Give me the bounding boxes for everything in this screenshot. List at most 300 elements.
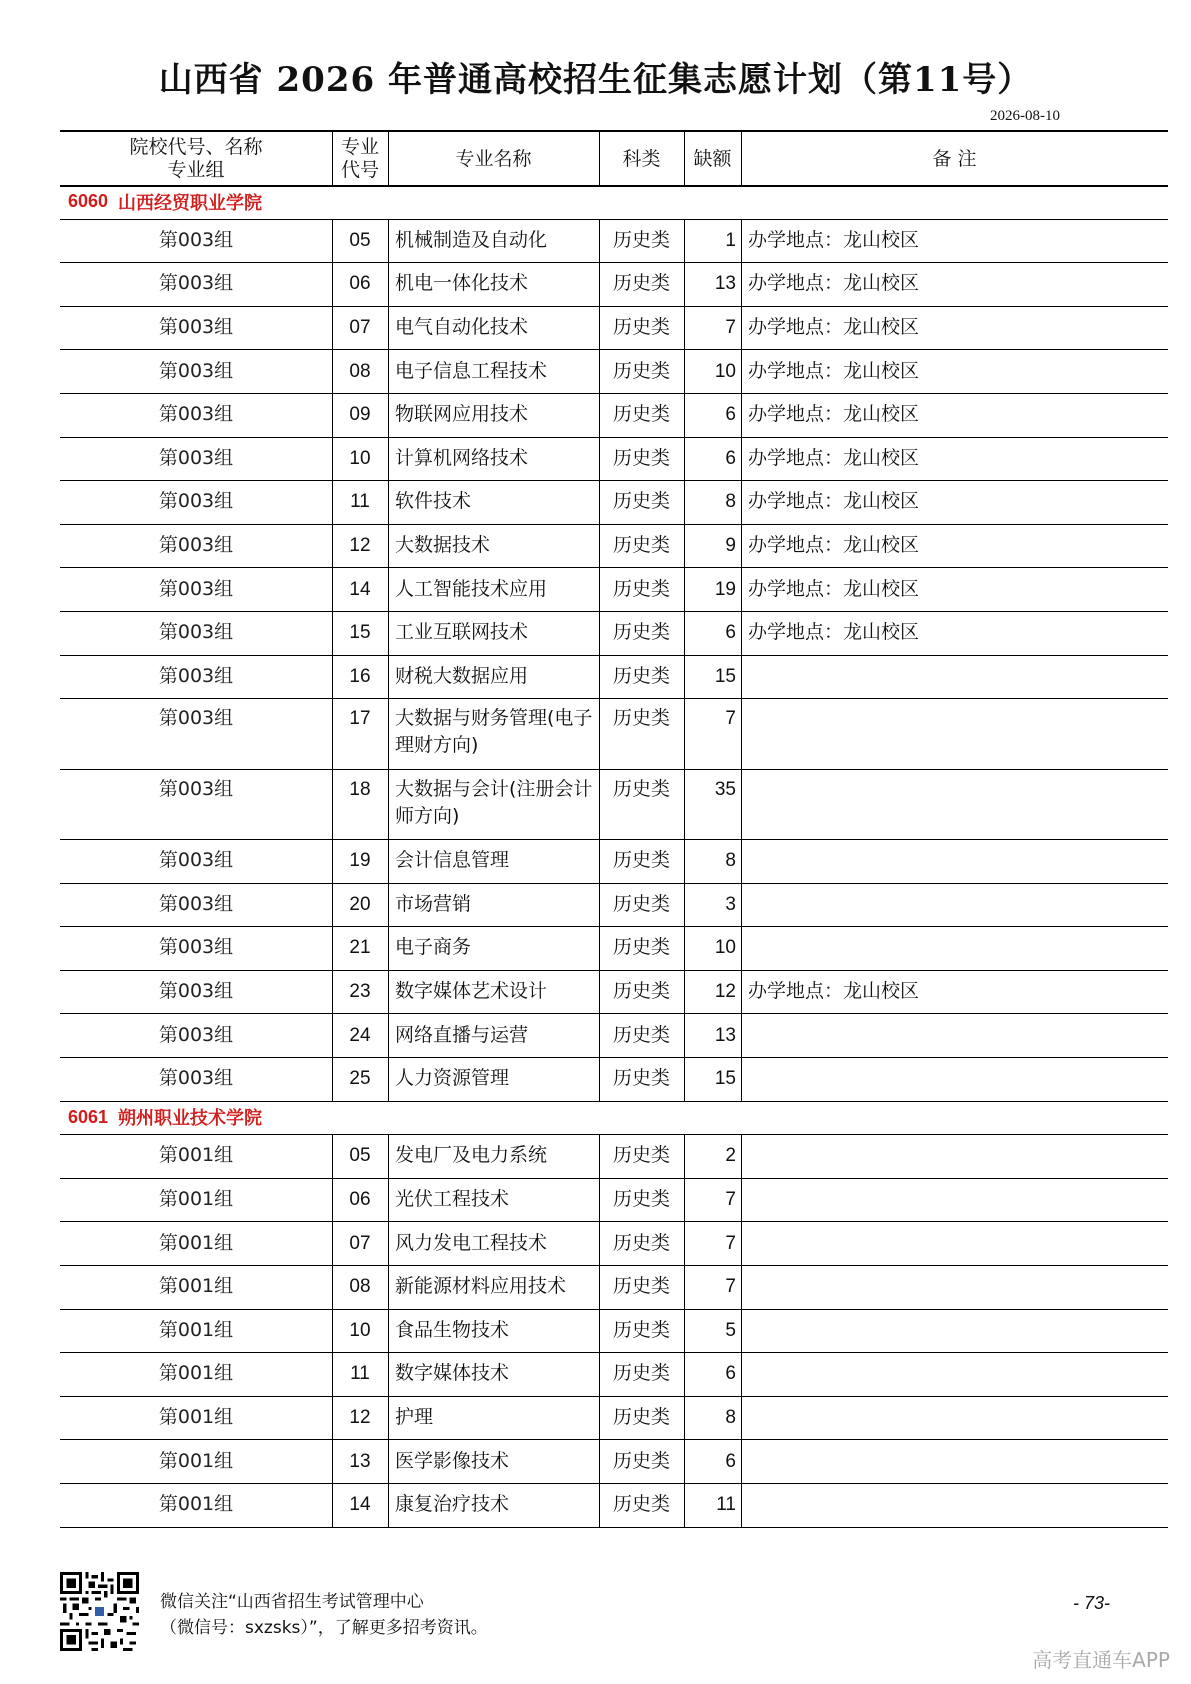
note-cell: 办学地点：龙山校区 — [748, 490, 920, 513]
institution-title-row — [68, 1101, 262, 1135]
major-name-cell: 新能源材料应用技术 — [395, 1275, 567, 1298]
column-rule — [599, 1309, 600, 1353]
column-rule — [599, 883, 600, 927]
quota-cell: 7 — [725, 708, 736, 730]
major-name-cell: 电子信息工程技术 — [395, 359, 548, 382]
quota-cell: 6 — [725, 622, 736, 644]
column-rule — [388, 1396, 389, 1440]
footer-line-2: （微信号：sxzsks）”，了解更多招考资讯。 — [160, 1618, 488, 1638]
quota-cell: 13 — [714, 1024, 736, 1046]
page-title: 山西省 2026 年普通高校招生征集志愿计划（第11号） — [158, 60, 1033, 100]
major-code-cell: 11 — [350, 1363, 370, 1385]
column-rule — [332, 970, 333, 1014]
header-major-code — [332, 132, 388, 186]
major-name-cell: 风力发电工程技术 — [395, 1231, 548, 1254]
major-name-cell: 网络直播与运营 — [395, 1023, 529, 1046]
note-cell — [741, 926, 1168, 970]
publish-date: 2026-08-10 — [990, 108, 1060, 124]
note-cell — [741, 1396, 1168, 1440]
subject-cell: 历史类 — [612, 1023, 670, 1046]
major-name-cell: 大数据技术 — [395, 534, 491, 557]
major-code-cell: 07 — [349, 317, 371, 339]
major-code-cell: 06 — [349, 273, 371, 295]
column-rule — [599, 1221, 600, 1265]
major-name-cell: 食品生物技术 — [395, 1318, 510, 1341]
major-code-cell: 12 — [349, 1407, 371, 1429]
column-rule — [388, 393, 389, 437]
group-cell: 第003组 — [158, 707, 234, 730]
note-cell — [741, 1057, 1168, 1101]
group-cell: 第003组 — [158, 316, 234, 339]
column-rule — [599, 1013, 600, 1057]
column-rule — [599, 1178, 600, 1222]
quota-cell: 7 — [725, 1232, 736, 1254]
column-rule — [599, 1057, 600, 1101]
column-rule — [684, 349, 685, 393]
major-name-cell: 数字媒体技术 — [395, 1362, 510, 1385]
group-cell: 第001组 — [158, 1275, 234, 1298]
subject-cell: 历史类 — [612, 446, 670, 469]
column-rule — [599, 839, 600, 883]
major-code-cell: 17 — [349, 708, 371, 730]
column-rule — [332, 1309, 333, 1353]
column-rule — [741, 1439, 742, 1483]
header-group — [60, 132, 332, 186]
column-rule — [332, 839, 333, 883]
note-cell: 办学地点：龙山校区 — [748, 403, 920, 426]
column-rule — [599, 769, 600, 839]
group-cell: 第003组 — [158, 577, 234, 600]
group-cell: 第001组 — [158, 1188, 234, 1211]
note-cell — [741, 883, 1168, 927]
column-rule — [684, 769, 685, 839]
column-rule — [332, 1439, 333, 1483]
column-rule — [684, 1439, 685, 1483]
header-major-code-line2: 代号 — [340, 159, 379, 181]
group-cell: 第001组 — [158, 1406, 234, 1429]
group-cell: 第003组 — [158, 534, 234, 557]
column-rule — [741, 1057, 742, 1101]
note-cell: 办学地点：龙山校区 — [748, 534, 920, 557]
note-cell — [741, 1178, 1168, 1222]
column-rule — [599, 262, 600, 306]
app-watermark: 高考直通车APP — [1032, 1648, 1170, 1672]
column-rule — [388, 131, 389, 185]
quota-cell: 12 — [714, 981, 736, 1003]
column-rule — [599, 480, 600, 524]
column-rule — [684, 1309, 685, 1353]
note-cell — [741, 769, 1168, 839]
header-quota: 缺额 — [693, 147, 732, 170]
institution-code: 6061 — [68, 1106, 109, 1127]
quota-cell: 7 — [725, 1276, 736, 1298]
qr-code-icon — [60, 1572, 139, 1651]
column-rule — [741, 480, 742, 524]
column-rule — [741, 1265, 742, 1309]
column-rule — [332, 1352, 333, 1396]
group-cell: 第001组 — [158, 1493, 234, 1516]
column-rule — [684, 480, 685, 524]
column-rule — [684, 524, 685, 568]
column-rule — [388, 769, 389, 839]
major-name-cell: 数字媒体艺术设计 — [395, 980, 548, 1003]
column-rule — [332, 769, 333, 839]
major-name-cell: 物联网应用技术 — [395, 403, 529, 426]
column-rule — [741, 1221, 742, 1265]
column-rule — [684, 262, 685, 306]
group-cell: 第003组 — [158, 359, 234, 382]
column-rule — [388, 306, 389, 350]
note-cell — [741, 1265, 1168, 1309]
column-rule — [599, 611, 600, 655]
column-rule — [599, 1483, 600, 1527]
group-cell: 第001组 — [158, 1449, 234, 1472]
column-rule — [741, 1178, 742, 1222]
major-code-cell: 11 — [350, 491, 370, 513]
column-rule — [741, 219, 742, 263]
quota-cell: 8 — [725, 491, 736, 513]
quota-cell: 2 — [725, 1145, 736, 1167]
quota-cell: 15 — [714, 665, 736, 687]
major-code-cell: 05 — [349, 229, 371, 251]
column-rule — [599, 131, 600, 185]
column-rule — [332, 1057, 333, 1101]
column-rule — [684, 1134, 685, 1178]
major-name-cell: 电子商务 — [395, 936, 472, 959]
column-rule — [388, 611, 389, 655]
subject-cell: 历史类 — [612, 1275, 670, 1298]
column-rule — [741, 1352, 742, 1396]
institution-title-row — [68, 185, 262, 219]
institution-name: 山西经贸职业学院 — [118, 192, 263, 214]
major-code-cell: 10 — [349, 1319, 371, 1341]
column-rule — [684, 567, 685, 611]
column-rule — [332, 1013, 333, 1057]
column-rule — [388, 1309, 389, 1353]
note-cell — [741, 1309, 1168, 1353]
page-number: - 73- — [1072, 1593, 1110, 1613]
column-rule — [332, 262, 333, 306]
major-code-cell: 16 — [349, 665, 371, 687]
note-cell — [741, 655, 1168, 699]
major-code-cell: 20 — [349, 893, 371, 915]
major-code-cell: 08 — [349, 1276, 371, 1298]
quota-cell: 19 — [714, 578, 736, 600]
quota-cell: 6 — [725, 1450, 736, 1472]
column-rule — [741, 1309, 742, 1353]
row-rule — [60, 1527, 1168, 1528]
subject-cell: 历史类 — [612, 490, 670, 513]
major-code-cell: 10 — [349, 447, 371, 469]
quota-cell: 6 — [725, 447, 736, 469]
column-rule — [388, 926, 389, 970]
column-rule — [388, 970, 389, 1014]
subject-cell: 历史类 — [612, 1318, 670, 1341]
major-name-cell: 康复治疗技术 — [395, 1493, 510, 1516]
subject-cell: 历史类 — [612, 272, 670, 295]
column-rule — [684, 131, 685, 185]
group-cell: 第003组 — [158, 272, 234, 295]
column-rule — [332, 655, 333, 699]
column-rule — [741, 437, 742, 481]
column-rule — [741, 839, 742, 883]
quota-cell: 8 — [725, 1407, 736, 1429]
major-name-cell: 市场营销 — [395, 892, 472, 915]
header-major-code-line1: 专业 — [340, 136, 379, 158]
major-name-cell: 会计信息管理 — [395, 849, 510, 872]
major-name-cell: 人工智能技术应用 — [395, 577, 548, 600]
major-code-cell: 21 — [349, 937, 371, 959]
column-rule — [388, 655, 389, 699]
group-cell: 第003组 — [158, 1067, 234, 1090]
note-cell — [741, 1134, 1168, 1178]
column-rule — [388, 349, 389, 393]
column-rule — [332, 611, 333, 655]
column-rule — [599, 393, 600, 437]
column-rule — [388, 1352, 389, 1396]
column-rule — [684, 437, 685, 481]
subject-cell: 历史类 — [612, 1406, 670, 1429]
group-cell: 第003组 — [158, 892, 234, 915]
column-rule — [388, 1265, 389, 1309]
subject-cell: 历史类 — [612, 849, 670, 872]
plan-table — [60, 0, 1168, 1540]
quota-cell: 1 — [725, 229, 736, 251]
column-rule — [388, 1178, 389, 1222]
group-cell: 第003组 — [158, 980, 234, 1003]
subject-cell: 历史类 — [612, 936, 670, 959]
column-rule — [388, 437, 389, 481]
column-rule — [332, 1134, 333, 1178]
header-subject: 科类 — [622, 147, 661, 170]
major-name-cell: 机械制造及自动化 — [395, 228, 548, 251]
column-rule — [684, 1178, 685, 1222]
subject-cell: 历史类 — [612, 316, 670, 339]
note-cell — [741, 1221, 1168, 1265]
group-cell: 第003组 — [158, 936, 234, 959]
quota-cell: 6 — [725, 404, 736, 426]
subject-cell: 历史类 — [612, 621, 670, 644]
group-cell: 第001组 — [158, 1362, 234, 1385]
subject-cell: 历史类 — [612, 980, 670, 1003]
note-cell — [741, 698, 1168, 768]
subject-cell: 历史类 — [612, 403, 670, 426]
group-cell: 第001组 — [158, 1231, 234, 1254]
column-rule — [599, 1396, 600, 1440]
quota-cell: 10 — [714, 360, 736, 382]
major-code-cell: 14 — [349, 1494, 371, 1516]
column-rule — [684, 219, 685, 263]
subject-cell: 历史类 — [612, 1188, 670, 1211]
column-rule — [599, 1352, 600, 1396]
subject-cell: 历史类 — [612, 1449, 670, 1472]
subject-cell: 历史类 — [612, 777, 670, 800]
major-code-cell: 24 — [349, 1024, 371, 1046]
group-cell: 第003组 — [158, 621, 234, 644]
major-code-cell: 12 — [349, 535, 371, 557]
column-rule — [684, 1265, 685, 1309]
column-rule — [332, 219, 333, 263]
column-rule — [599, 970, 600, 1014]
subject-cell: 历史类 — [612, 577, 670, 600]
major-name-cell: 大数据与财务管理(电子理财方向) — [395, 707, 593, 757]
column-rule — [332, 1265, 333, 1309]
quota-cell: 10 — [714, 937, 736, 959]
group-cell: 第001组 — [158, 1318, 234, 1341]
column-rule — [388, 567, 389, 611]
note-cell — [741, 839, 1168, 883]
note-cell — [741, 1013, 1168, 1057]
column-rule — [599, 1439, 600, 1483]
column-rule — [684, 1221, 685, 1265]
quota-cell: 35 — [714, 778, 736, 800]
column-rule — [741, 1483, 742, 1527]
major-name-cell: 光伏工程技术 — [395, 1188, 510, 1211]
column-rule — [332, 1396, 333, 1440]
column-rule — [332, 567, 333, 611]
subject-cell: 历史类 — [612, 1067, 670, 1090]
header-group-line2: 专业组 — [167, 159, 225, 181]
column-rule — [332, 1178, 333, 1222]
column-rule — [741, 567, 742, 611]
major-code-cell: 09 — [349, 404, 371, 426]
major-code-cell: 18 — [349, 778, 371, 800]
note-cell: 办学地点：龙山校区 — [748, 316, 920, 339]
column-rule — [684, 306, 685, 350]
column-rule — [388, 883, 389, 927]
major-code-cell: 07 — [349, 1232, 371, 1254]
institution-code: 6060 — [68, 191, 109, 212]
column-rule — [599, 437, 600, 481]
column-rule — [741, 393, 742, 437]
column-rule — [388, 480, 389, 524]
column-rule — [684, 655, 685, 699]
column-rule — [332, 480, 333, 524]
column-rule — [599, 1134, 600, 1178]
subject-cell: 历史类 — [612, 1144, 670, 1167]
column-rule — [741, 306, 742, 350]
column-rule — [332, 1483, 333, 1527]
major-name-cell: 护理 — [395, 1406, 434, 1429]
note-cell — [741, 1352, 1168, 1396]
column-rule — [599, 306, 600, 350]
quota-cell: 15 — [714, 1068, 736, 1090]
major-name-cell: 工业互联网技术 — [395, 621, 529, 644]
column-rule — [741, 262, 742, 306]
column-rule — [599, 349, 600, 393]
column-rule — [388, 698, 389, 768]
note-cell: 办学地点：龙山校区 — [748, 228, 920, 251]
note-cell: 办学地点：龙山校区 — [748, 577, 920, 600]
group-cell: 第003组 — [158, 403, 234, 426]
column-rule — [741, 524, 742, 568]
column-rule — [684, 839, 685, 883]
major-code-cell: 06 — [349, 1189, 371, 1211]
subject-cell: 历史类 — [612, 892, 670, 915]
quota-cell: 7 — [725, 317, 736, 339]
major-code-cell: 13 — [349, 1450, 371, 1472]
subject-cell: 历史类 — [612, 534, 670, 557]
major-code-cell: 08 — [349, 360, 371, 382]
column-rule — [684, 1013, 685, 1057]
column-rule — [388, 1439, 389, 1483]
group-cell: 第003组 — [158, 777, 234, 800]
major-code-cell: 23 — [349, 981, 371, 1003]
column-rule — [684, 1396, 685, 1440]
subject-cell: 历史类 — [612, 1493, 670, 1516]
column-rule — [599, 698, 600, 768]
column-rule — [332, 524, 333, 568]
column-rule — [388, 219, 389, 263]
column-rule — [741, 698, 742, 768]
column-rule — [332, 131, 333, 185]
column-rule — [599, 524, 600, 568]
column-rule — [684, 1057, 685, 1101]
column-rule — [741, 131, 742, 185]
column-rule — [684, 883, 685, 927]
column-rule — [684, 698, 685, 768]
column-rule — [684, 926, 685, 970]
column-rule — [388, 262, 389, 306]
quota-cell: 7 — [725, 1189, 736, 1211]
column-rule — [332, 349, 333, 393]
major-code-cell: 19 — [349, 850, 371, 872]
subject-cell: 历史类 — [612, 1362, 670, 1385]
major-name-cell: 机电一体化技术 — [395, 272, 529, 295]
column-rule — [332, 306, 333, 350]
column-rule — [388, 1134, 389, 1178]
column-rule — [599, 219, 600, 263]
note-cell: 办学地点：龙山校区 — [748, 446, 920, 469]
major-name-cell: 人力资源管理 — [395, 1067, 510, 1090]
group-cell: 第003组 — [158, 664, 234, 687]
column-rule — [388, 1057, 389, 1101]
header-notes: 备 注 — [932, 147, 977, 170]
column-rule — [741, 970, 742, 1014]
column-rule — [332, 926, 333, 970]
quota-cell: 3 — [725, 893, 736, 915]
subject-cell: 历史类 — [612, 664, 670, 687]
column-rule — [741, 1396, 742, 1440]
note-cell: 办学地点：龙山校区 — [748, 272, 920, 295]
note-cell: 办学地点：龙山校区 — [748, 621, 920, 644]
group-cell: 第003组 — [158, 849, 234, 872]
column-rule — [388, 1221, 389, 1265]
column-rule — [599, 926, 600, 970]
column-rule — [332, 393, 333, 437]
quota-cell: 5 — [725, 1319, 736, 1341]
note-cell — [741, 1439, 1168, 1483]
column-rule — [332, 698, 333, 768]
institution-name: 朔州职业技术学院 — [118, 1108, 263, 1130]
column-rule — [741, 349, 742, 393]
column-rule — [599, 567, 600, 611]
major-name-cell: 电气自动化技术 — [395, 316, 529, 339]
column-rule — [741, 883, 742, 927]
column-rule — [684, 393, 685, 437]
major-code-cell: 25 — [349, 1068, 371, 1090]
column-rule — [741, 611, 742, 655]
column-rule — [684, 1483, 685, 1527]
major-name-cell: 医学影像技术 — [395, 1449, 510, 1472]
row-rule — [60, 130, 1168, 132]
column-rule — [388, 839, 389, 883]
subject-cell: 历史类 — [612, 359, 670, 382]
column-rule — [599, 1265, 600, 1309]
column-rule — [388, 524, 389, 568]
note-cell — [741, 1483, 1168, 1527]
group-cell: 第003组 — [158, 490, 234, 513]
